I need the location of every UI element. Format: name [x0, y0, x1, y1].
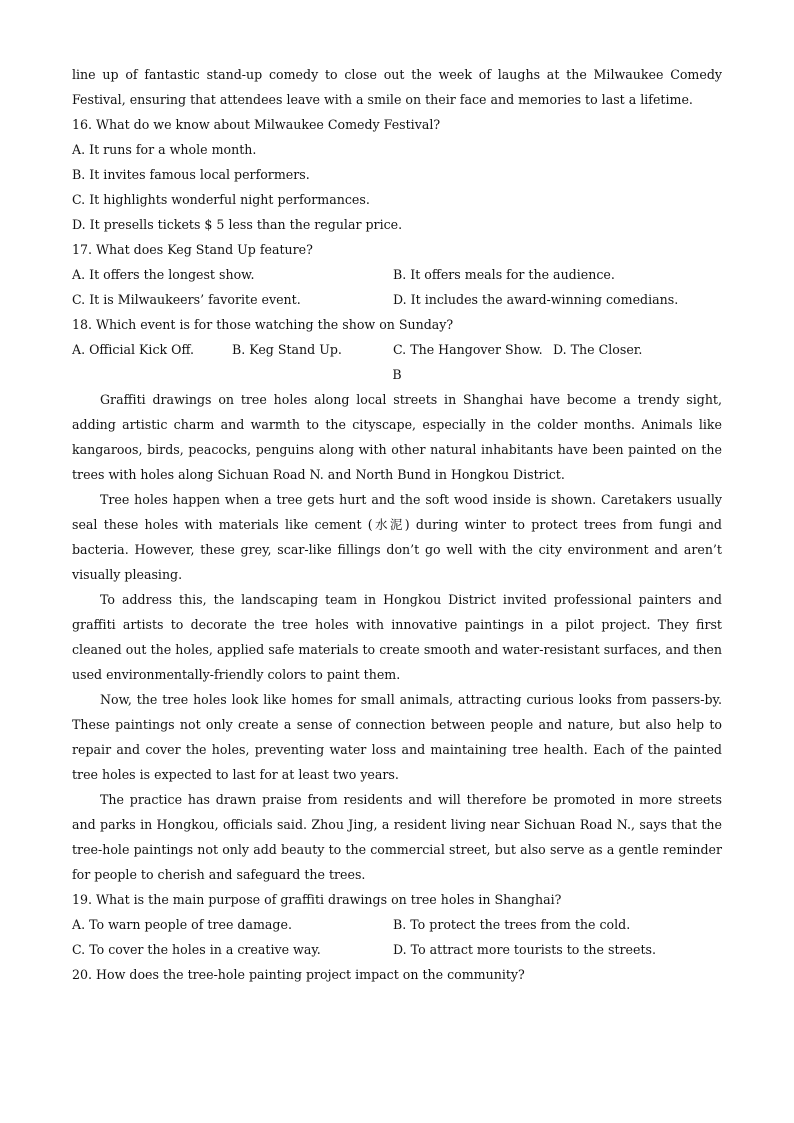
- question-20-stem: 20. How does the tree-hole painting project impact on the community?: [72, 967, 525, 982]
- question-18-option-b: B. Keg Stand Up.: [232, 342, 342, 357]
- question-17-stem: 17. What does Keg Stand Up feature?: [72, 242, 313, 257]
- passage-b-paragraph-4: Now, the tree holes look like homes for small animals, attracting curious looks from passers-by. These paintings not only create a sense of connection between people and nature, but also help to repair and cover the holes, preventing water loss and maintaining tree health. Each of the painted tree holes is expected to last for at least two years.: [72, 692, 722, 782]
- question-17-options-row-2: [72, 287, 722, 312]
- question-16-option-c: C. It highlights wonderful night performances.: [72, 192, 370, 207]
- question-18-options-row: [72, 337, 722, 362]
- passage-b-paragraph-3: To address this, the landscaping team in Hongkou District invited professional painters and graffiti artists to decorate the tree holes with innovative paintings in a pilot project. They first cleaned out the holes, applied safe materials to create smooth and water-resistant surfaces, and then used environmentally-friendly colors to paint them.: [72, 592, 722, 682]
- question-18-stem: 18. Which event is for those watching the show on Sunday?: [72, 317, 454, 332]
- passage-b-paragraph-1: Graffiti drawings on tree holes along local streets in Shanghai have become a trendy sight, adding artistic charm and warmth to the cityscape, especially in the colder months. Animals like kangaroos, birds, peacocks, penguins along with other natural inhabitants have been painted on the trees with holes along Sichuan Road N. and North Bund in Hongkou District.: [72, 392, 722, 482]
- passage-a-ending: line up of fantastic stand-up comedy to close out the week of laughs at the Milwaukee Comedy Festival, ensuring that attendees leave with a smile on their face and memories to last a lifetime.: [72, 67, 722, 107]
- question-18-option-d: D. The Closer.: [553, 342, 643, 357]
- question-19-options-row-2: [72, 937, 722, 962]
- question-17-option-c: C. It is Milwaukeers’ favorite event.: [72, 292, 301, 307]
- question-19-stem: 19. What is the main purpose of graffiti drawings on tree holes in Shanghai?: [72, 892, 562, 907]
- question-17-options-row-1: [72, 262, 722, 287]
- exam-page: [72, 62, 722, 987]
- question-18-option-a: A. Official Kick Off.: [72, 342, 194, 357]
- question-16-stem: 16. What do we know about Milwaukee Comedy Festival?: [72, 117, 441, 132]
- section-b-heading: B: [392, 367, 402, 382]
- question-19-option-b: B. To protect the trees from the cold.: [393, 917, 631, 932]
- question-17-option-b: B. It offers meals for the audience.: [393, 267, 615, 282]
- question-19-options-row-1: [72, 912, 722, 937]
- passage-b-paragraph-5: The practice has drawn praise from residents and will therefore be promoted in more streets and parks in Hongkou, officials said. Zhou Jing, a resident living near Sichuan Road N., says that the tree-hole paintings not only add beauty to the commercial street, but also serve as a gentle reminder for people to cherish and safeguard the trees.: [72, 792, 722, 882]
- passage-b-paragraph-2: Tree holes happen when a tree gets hurt and the soft wood inside is shown. Caretakers usually seal these holes with materials like cement (水泥) during winter to protect trees from fungi and bacteria. However, these grey, scar-like fillings don’t go well with the city environment and aren’t visually pleasing.: [72, 492, 722, 582]
- question-19-option-a: A. To warn people of tree damage.: [72, 917, 292, 932]
- question-16-option-a: A. It runs for a whole month.: [72, 142, 257, 157]
- question-17-option-d: D. It includes the award-winning comedians.: [393, 292, 679, 307]
- question-16-option-d: D. It presells tickets $ 5 less than the regular price.: [72, 217, 403, 232]
- question-17-option-a: A. It offers the longest show.: [72, 267, 255, 282]
- question-16-option-b: B. It invites famous local performers.: [72, 167, 310, 182]
- question-18-option-c: C. The Hangover Show.: [393, 342, 543, 357]
- question-19-option-c: C. To cover the holes in a creative way.: [72, 942, 321, 957]
- question-19-option-d: D. To attract more tourists to the streets.: [393, 942, 656, 957]
